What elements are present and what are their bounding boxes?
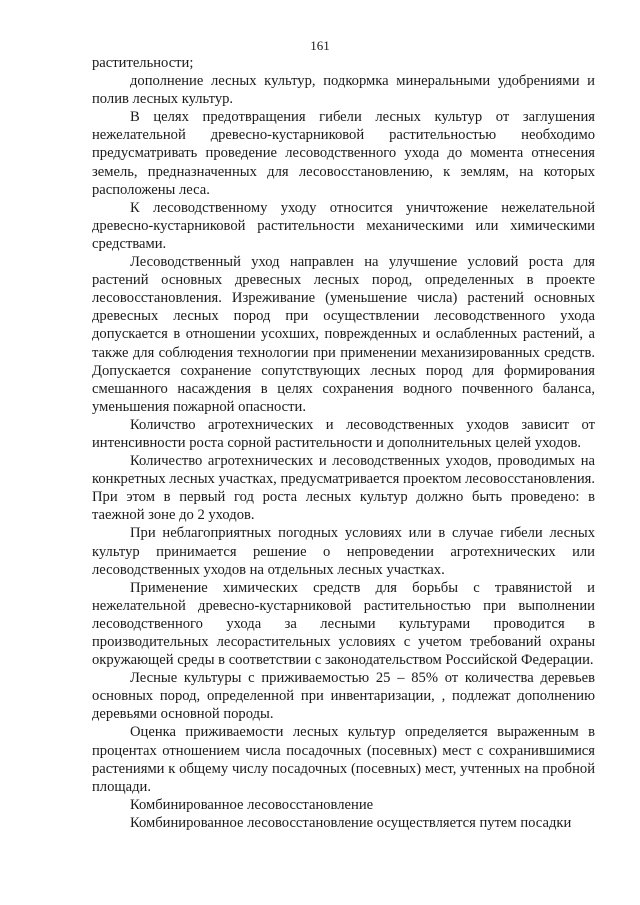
paragraph-5: Лесоводственный уход направлен на улучшение условий роста для растений основных древесных лесных пород, определенных в проекте лесовосстановления. Изреживание (уменьшение числа) растений основных древесных лесных пород при осуществлении лесоводственного ухода допускается в отношении усохших, поврежденных и ослабленных растений, а также для соблюдения технологии при применении механизированных средств. Допускается сохранение сопутствующих лесных пород для формирования смешанного насаждения в целях сохранения водного почвенного баланса, уменьшения пожарной опасности. [92,254,595,415]
paragraph-8: При неблагоприятных погодных условиях или в случае гибели лесных культур принимается решение о непроведении агротехнических или лесоводственных уходов на отдельных лесных участках. [92,525,595,578]
paragraph-3: В целях предотвращения гибели лесных культур от заглушения нежелательной древесно-кустарниковой растительностью необходимо предусматривать проведение лесоводственного ухода до момента отнесения земель, предназначенных для лесовосстановлению, к землям, на которых расположены леса. [92,109,595,198]
page-number: 161 [310,38,330,53]
paragraph-2: дополнение лесных культур, подкормка минеральными удобрениями и полив лесных культур. [92,73,595,108]
paragraph-4: К лесоводственному уходу относится уничтожение нежелательной древесно-кустарниковой растительности механическими или химическими средствами. [92,199,595,252]
paragraph-12: Комбинированное лесовосстановление осуществляется путем посадки [130,814,572,831]
paragraph-10: Лесные культуры с приживаемостью 25 – 85% от количества деревьев основных пород, определенной при инвентаризации, , подлежат дополнению деревьями основной породы. [92,670,595,723]
section-heading: Комбинированное лесовосстановление [130,796,374,813]
body-text [92,54,595,832]
paragraph-9: Применение химических средств для борьбы с травянистой и нежелательной древесно-кустарниковой растительностью при выполнении лесоводственного ухода за лесными культурами проводится в производительных лесорастительных условиях с учетом требований охраны окружающей среды в соответствии с законодательством Российской Федерации. [92,579,595,669]
paragraph-6: Количство агротехнических и лесоводственных уходов зависит от интенсивности роста сорной растительности и дополнительных целей уходов. [92,416,595,451]
paragraph-1: растительности; [92,55,194,71]
paragraph-7: Количество агротехнических и лесоводственных уходов, проводимых на конкретных лесных участках, предусматривается проектом лесовосстановления. При этом в первый год роста лесных культур должно быть проведено: в таежной зоне до 2 уходов. [92,453,595,524]
paragraph-11: Оценка приживаемости лесных культур определяется выраженным в процентах отношением числа посадочных (посевных) мест с сохранившимися растениями к общему числу посадочных (посевных) мест, учтенных на пробной площади. [92,724,595,795]
